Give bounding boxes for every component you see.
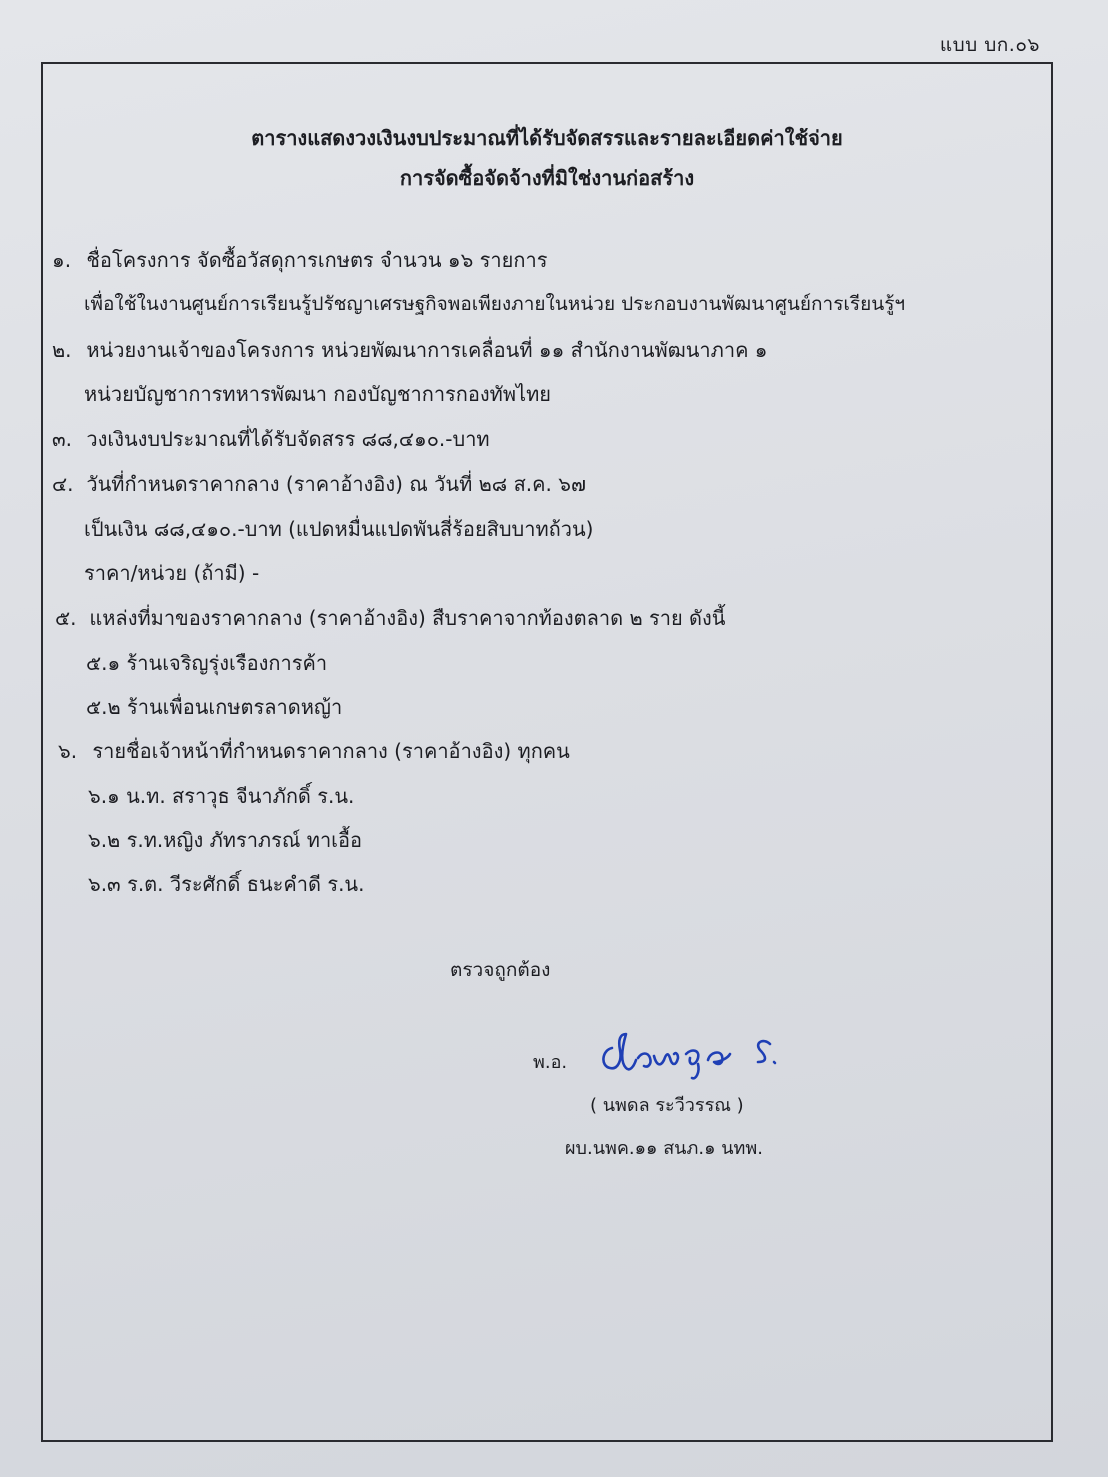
item-4-number: ๔.	[52, 472, 74, 496]
item-5	[55, 602, 725, 634]
item-1-continuation: เพื่อใช้ในงานศูนย์การเรียนรู้ปรัชญาเศรษฐกิจพอเพียงภายในหน่วย ประกอบงานพัฒนาศูนย์การเรียนรู้ฯ	[84, 293, 906, 315]
item-1-text: ชื่อโครงการ จัดซื้อวัสดุการเกษตร จำนวน ๑๖ รายการ	[86, 248, 548, 272]
item-4-amount: เป็นเงิน ๘๘,๔๑๐.-บาท (แปดหมื่นแปดพันสี่ร้อยสิบบาทถ้วน)	[84, 517, 594, 541]
item-6-1: ๖.๑ น.ท. สราวุธ จีนาภักดิ์ ร.น.	[88, 784, 355, 808]
item-2	[52, 334, 768, 366]
item-6-text: รายชื่อเจ้าหน้าที่กำหนดราคากลาง (ราคาอ้างอิง) ทุกคน	[92, 739, 570, 763]
item-3-text: วงเงินงบประมาณที่ได้รับจัดสรร ๘๘,๔๑๐.-บาท	[86, 427, 490, 451]
document-title-line1: ตารางแสดงวงเงินงบประมาณที่ได้รับจัดสรรและรายละเอียดค่าใช้จ่าย	[251, 126, 843, 150]
signer-position: ผบ.นพค.๑๑ สนภ.๑ นทพ.	[565, 1138, 763, 1159]
item-4-text: วันที่กำหนดราคากลาง (ราคาอ้างอิง) ณ วันที่ ๒๘ ส.ค. ๖๗	[86, 472, 586, 496]
item-3	[52, 423, 490, 455]
item-5-text: แหล่งที่มาของราคากลาง (ราคาอ้างอิง) สืบราคาจากท้องตลาด ๒ ราย ดังนี้	[89, 606, 726, 630]
item-4	[52, 468, 586, 500]
document-title-line2: การจัดซื้อจัดจ้างที่มิใช่งานก่อสร้าง	[399, 166, 695, 190]
item-6-3: ๖.๓ ร.ต. วีระศักดิ์ ธนะคำดี ร.น.	[88, 872, 365, 896]
item-1-number: ๑.	[52, 248, 72, 272]
signer-name: ( นพดล ระวีวรรณ )	[590, 1095, 744, 1116]
item-5-1: ๕.๑ ร้านเจริญรุ่งเรืองการค้า	[86, 651, 328, 675]
item-5-number: ๕.	[55, 606, 77, 630]
item-2-number: ๒.	[52, 338, 72, 362]
handwritten-signature	[598, 1028, 798, 1084]
item-3-number: ๓.	[52, 427, 73, 451]
form-code: แบบ บก.๐๖	[939, 34, 1040, 56]
item-6-2: ๖.๒ ร.ท.หญิง ภัทราภรณ์ ทาเอื้อ	[88, 828, 363, 852]
item-2-continuation: หน่วยบัญชาการทหารพัฒนา กองบัญชาการกองทัพไทย	[84, 382, 552, 406]
item-4-unit-price: ราคา/หน่วย (ถ้ามี) -	[84, 561, 260, 585]
item-6	[58, 735, 570, 767]
item-5-2: ๕.๒ ร้านเพื่อนเกษตรลาดหญ้า	[86, 695, 343, 719]
item-6-number: ๖.	[58, 739, 78, 763]
item-2-text: หน่วยงานเจ้าของโครงการ หน่วยพัฒนาการเคลื่อนที่ ๑๑ สำนักงานพัฒนาภาค ๑	[86, 338, 768, 362]
verified-label: ตรวจถูกต้อง	[450, 959, 551, 981]
signer-rank: พ.อ.	[533, 1052, 568, 1073]
item-1	[52, 244, 547, 276]
